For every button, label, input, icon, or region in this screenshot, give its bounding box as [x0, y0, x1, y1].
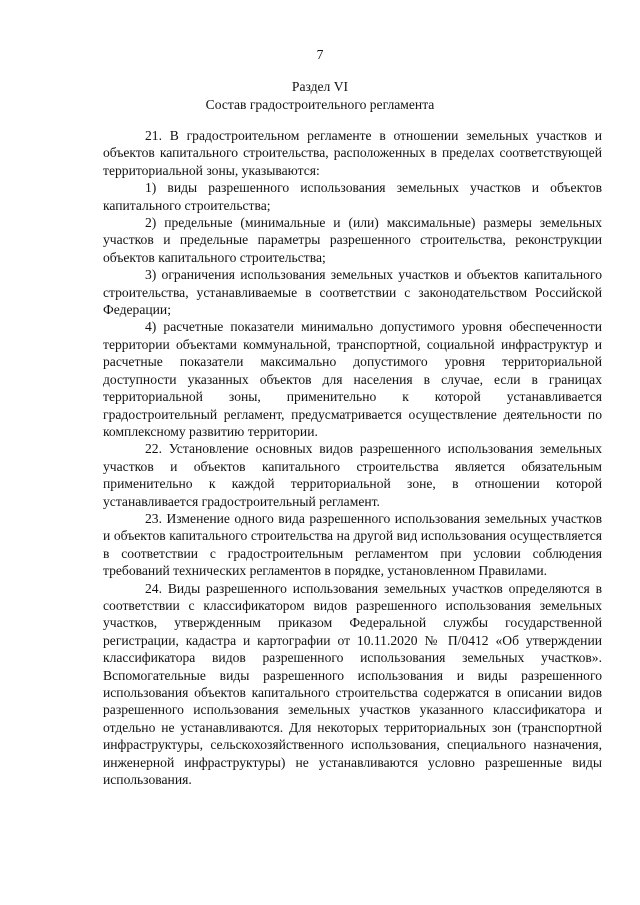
paragraph-21: 21. В градостроительном регламенте в отношении земельных участков и объектов капитального строительства, расположенных в пределах соответствующей территориальной зоны, указываются:: [103, 128, 602, 178]
paragraph-23: 23. Изменение одного вида разрешенного использования земельных участков и объектов капитального строительства на другой вид использования осуществляется в соответствии с градостроительным регламентом при условии соблюдения требований технических регламентов в порядке, установленном Правилами.: [103, 510, 602, 579]
section-title: Раздел VI: [291, 79, 349, 94]
paragraph-24: 24. Виды разрешенного использования земельных участков определяются в соответствии с классификатором видов разрешенного использования земельных участков, утвержденным приказом Федеральной службы государственной регистрации, кадастра и картографии от 10.11.2020 № П/0412 «Об утверждении классификатора видов разрешенного использования земельных участков». Вспомогательные виды разрешенного использования и виды разрешенного использования объектов капитального строительства содержатся в описании видов разрешенного использования земельных участков указанного классификатора и отдельно не устанавливаются. Для некоторых территориальных зон (транспортной инфраструктуры, сельскохозяйственного использования, специального назначения, инженерной инфраструктуры) не устанавливаются условно разрешенные виды использования.: [103, 580, 602, 788]
list-item-1: 1) виды разрешенного использования земельных участков и объектов капитального строительства;: [103, 180, 602, 213]
document-body: [103, 127, 602, 788]
section-subtitle: Состав градостроительного регламента: [205, 97, 435, 112]
list-item-4: 4) расчетные показатели минимально допустимого уровня обеспеченности территории объектами коммунальной, транспортной, социальной инфраструктур и расчетные показатели максимально допустимого уровня территориальной доступности указанных объектов для населения в случае, если в границах территориальной зоны, применительно к которой устанавливается градостроительный регламент, предусматривается осуществление деятельности по комплексному развитию территории.: [103, 319, 602, 439]
page-number: 7: [316, 47, 324, 62]
list-item-2: 2) предельные (минимальные и (или) максимальные) размеры земельных участков и предельные параметры разрешенного строительства, реконструкции объектов капитального строительства;: [103, 215, 602, 265]
list-item-3: 3) ограничения использования земельных участков и объектов капитального строительства, устанавливаемые в соответствии с законодательством Российской Федерации;: [103, 267, 602, 318]
paragraph-22: 22. Установление основных видов разрешенного использования земельных участков и объектов капитального строительства является обязательным применительно к каждой территориальной зоне, в отношении которой устанавливается градостроительный регламент.: [103, 441, 602, 509]
